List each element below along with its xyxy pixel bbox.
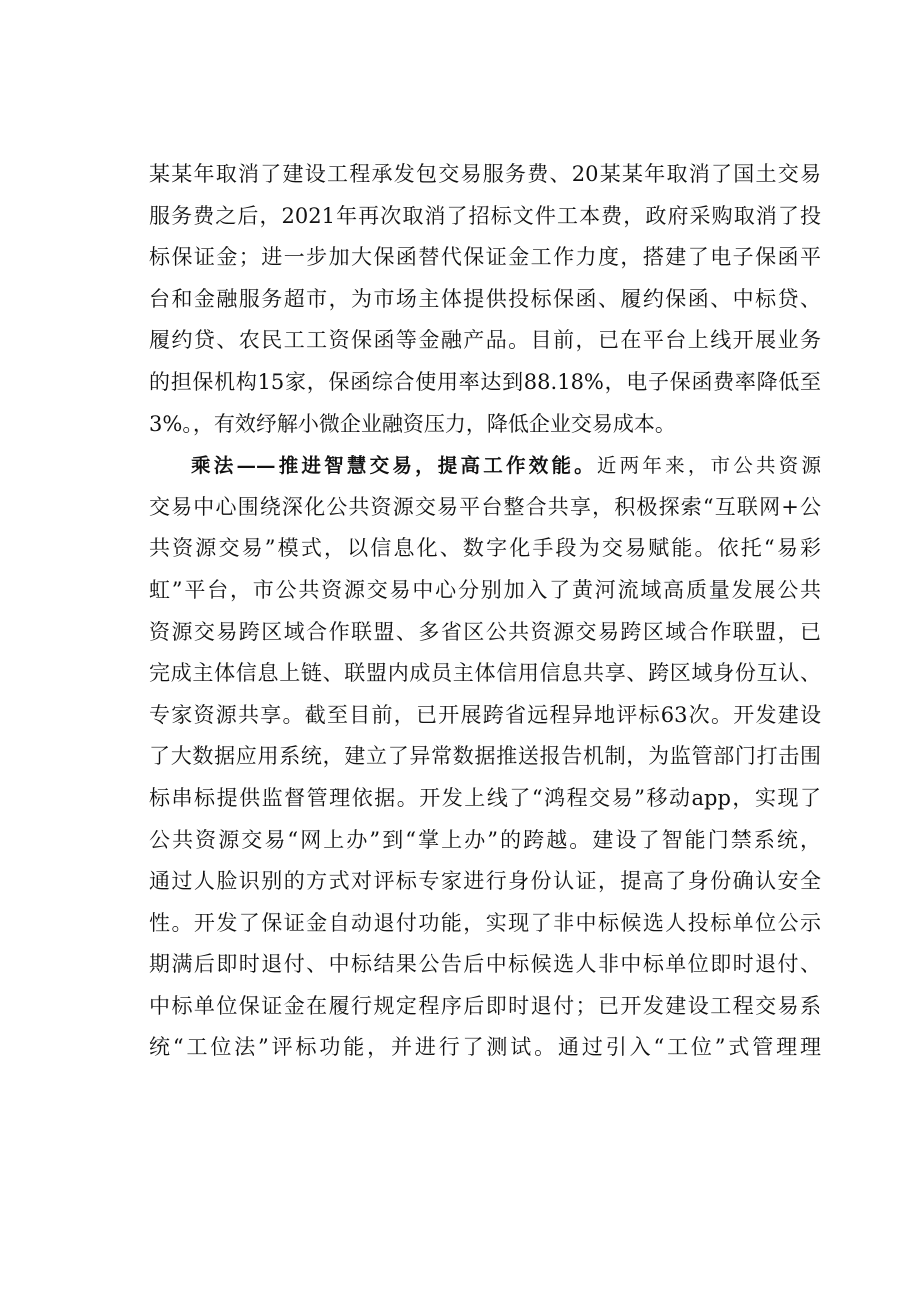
text-line: 期满后即时退付、中标结果公告后中标候选人非中标单位即时退付、 [149,952,821,977]
text-line: 公共资源交易“网上办”到“掌上办”的跨越。建设了智能门禁系统， [149,827,821,852]
text-line: 服务费之后，2021年再次取消了招标文件工本费，政府采购取消了投 [149,203,821,228]
text-line: 通过人脸识别的方式对评标专家进行身份认证，提高了身份确认安全 [149,869,821,894]
text-line: 共资源交易”模式，以信息化、数字化手段为交易赋能。依托“易彩 [149,536,821,561]
paragraph-smart-trading [149,445,821,1069]
paragraph-fee-reduction [149,154,821,445]
text-line: 了大数据应用系统，建立了异常数据推送报告机制，为监管部门打击围 [149,744,821,769]
text-line: 完成主体信息上链、联盟内成员主体信用信息共享、跨区域身份互认、 [149,661,821,686]
text-line: 的担保机构15家，保函综合使用率达到88.18%，电子保函费率降低至 [149,369,821,394]
text-line: 交易中心围绕深化公共资源交易平台整合共享，积极探索“互联网+公 [149,494,821,519]
text-line: 履约贷、农民工工资保函等金融产品。目前，已在平台上线开展业务 [149,328,821,353]
text-line: 某某年取消了建设工程承发包交易服务费、20某某年取消了国土交易 [149,162,821,186]
paragraph-first-line [149,445,821,487]
text-line: 标保证金；进一步加大保函替代保证金工作力度，搭建了电子保函平 [149,245,821,270]
document-body [149,154,821,1069]
text-line: 资源交易跨区域合作联盟、多省区公共资源交易跨区域合作联盟，已 [149,619,821,644]
text-line: 中标单位保证金在履行规定程序后即时退付；已开发建设工程交易系 [149,993,821,1018]
text-line: 3%。，有效纾解小微企业融资压力，降低企业交易成本。 [149,411,676,436]
heading-continuation: 近两年来，市公共资源 [596,454,821,478]
text-line: 标串标提供监督管理依据。开发上线了“鸿程交易”移动app，实现了 [149,785,821,810]
text-line: 统“工位法”评标功能，并进行了测试。通过引入“工位”式管理理 [149,1035,821,1060]
text-line: 台和金融服务超市，为市场主体提供投标保函、履约保函、中标贷、 [149,286,821,311]
text-line: 虹”平台，市公共资源交易中心分别加入了黄河流域高质量发展公共 [149,577,821,602]
section-heading: 乘法——推进智慧交易，提高工作效能。 [191,454,597,478]
text-line: 专家资源共享。截至目前，已开展跨省远程异地评标63次。开发建设 [149,702,821,727]
text-line: 性。开发了保证金自动退付功能，实现了非中标候选人投标单位公示 [149,910,821,935]
